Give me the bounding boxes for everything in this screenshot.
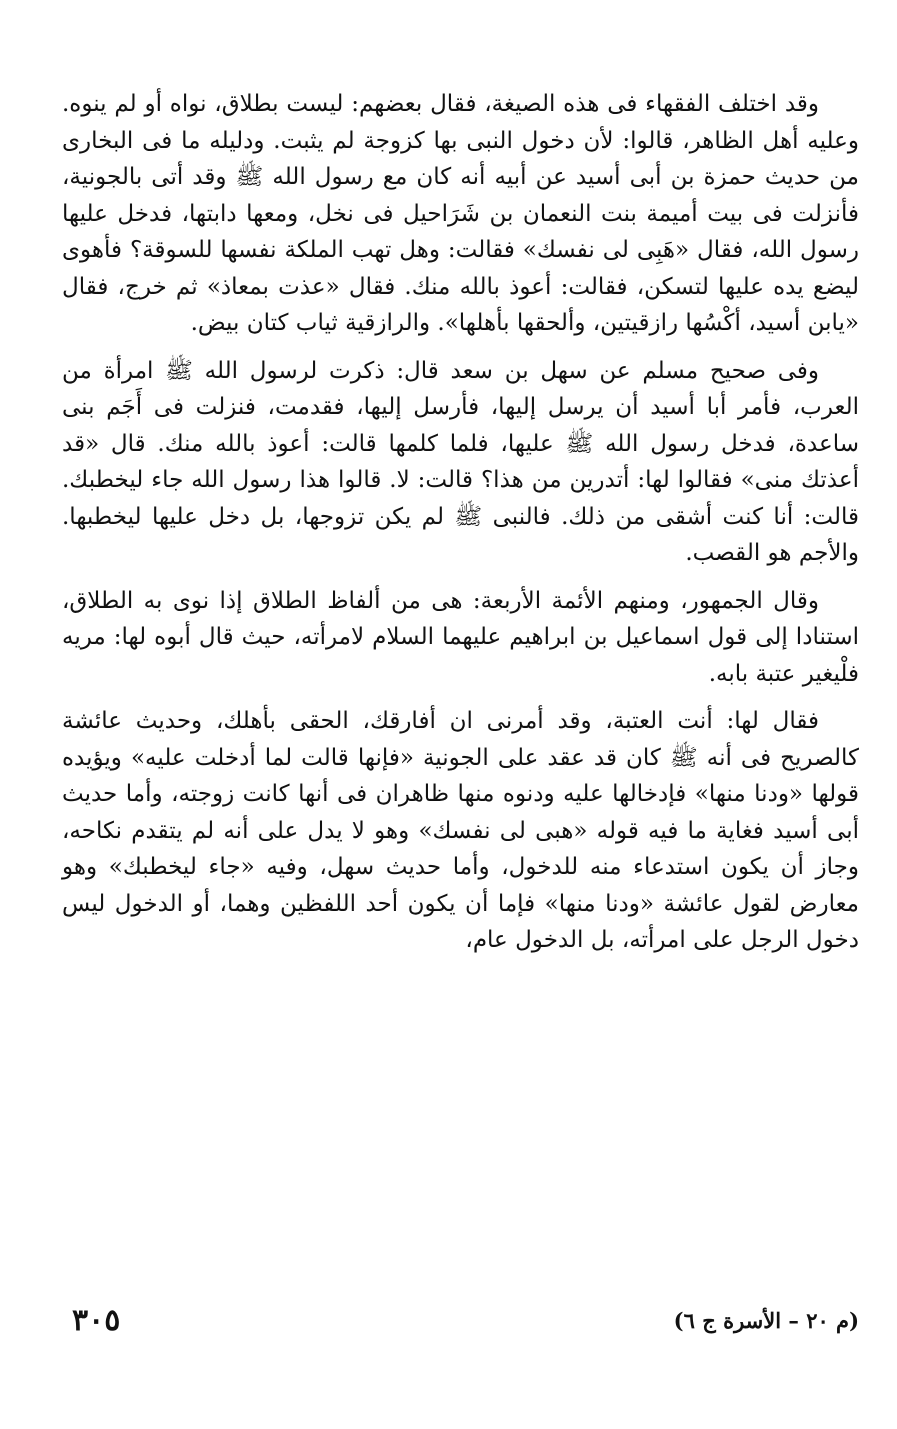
paragraph-2 [62,353,859,572]
page-body [62,86,859,959]
paragraph-text: وفى صحيح مسلم عن سهل بن سعد قال: ذكرت لرسول الله ﷺ امرأة من العرب، فأمر أبا أسيد أن يرسل إليها، فأرسل إليها، فقدمت، فنزلت فى أَجَم بنى ساعدة، فدخل رسول الله ﷺ عليها، فلما كلمها قالت: أعوذ بالله منك. قال «قد أعذتك منى» فقالوا لها: أتدرين من هذا؟ قالت: لا. قالوا هذا رسول الله جاء ليخطبك. قالت: أنا كنت أشقى من ذلك. فالنبى ﷺ لم يكن تزوجها، بل دخل عليها ليخطبها. والأجم هو القصب. [62,357,859,566]
footer-signature: (م ٢٠ – الأسرة ج ٦) [673,1307,859,1333]
paragraph-text: وقد اختلف الفقهاء فى هذه الصيغة، فقال بعضهم: ليست بطلاق، نواه أو لم ينوه. وعليه أهل الظاهر، قالوا: لأن دخول النبى بها كزوجة لم يثبت. ودليله ما فى البخارى من حديث حمزة بن أبى أسيد عن أبيه أنه كان مع رسول الله ﷺ وقد أتى بالجونية، فأنزلت فى بيت أميمة بنت النعمان بن شَرَاحيل فى نخل، ومعها دابتها، فدخل عليها رسول الله، فقال «هَبِى لى نفسك» فقالت: وهل تهب الملكة نفسها للسوقة؟ فأهوى ليضع يده عليها لتسكن، فقالت: أعوذ بالله منك. فقال «عذت بمعاذ» ثم خرج، فقال «يابن أسيد، أكْسُها رازقيتين، وألحقها بأهلها». والرازقية ثياب كتان بيض. [62,91,859,336]
page-number: ٣٠٥ [72,1302,121,1338]
page-footer [62,1302,859,1338]
paragraph-text: وقال الجمهور، ومنهم الأئمة الأربعة: هى من ألفاظ الطلاق إذا نوى به الطلاق، استنادا إلى قول اسماعيل بن ابراهيم عليهما السلام لامرأته، حيث قال أبوه لها: مريه فلْيغير عتبة بابه. [62,587,859,687]
paragraph-1 [62,86,859,342]
paragraph-4 [62,703,859,959]
paragraph-text: فقال لها: أنت العتبة، وقد أمرنى ان أفارقك، الحقى بأهلك، وحديث عائشة كالصريح فى أنه ﷺ كان قد عقد على الجونية «فإنها قالت لما أدخلت عليه» ويؤيده قولها «ودنا منها» فإدخالها عليه ودنوه منها ظاهران فى أنها كانت زوجته، وأما حديث أبى أسيد فغاية ما فيه قوله «هبى لى نفسك» وهو لا يدل على أنه لم يتقدم نكاحه، وجاز أن يكون استدعاء منه للدخول، وأما حديث سهل، وفيه «جاء ليخطبك» وهو معارض لقول عائشة «ودنا منها» فإما أن يكون أحد اللفظين وهما، أو الدخول ليس دخول الرجل على امرأته، بل الدخول عام، [62,708,859,953]
paragraph-3 [62,583,859,693]
